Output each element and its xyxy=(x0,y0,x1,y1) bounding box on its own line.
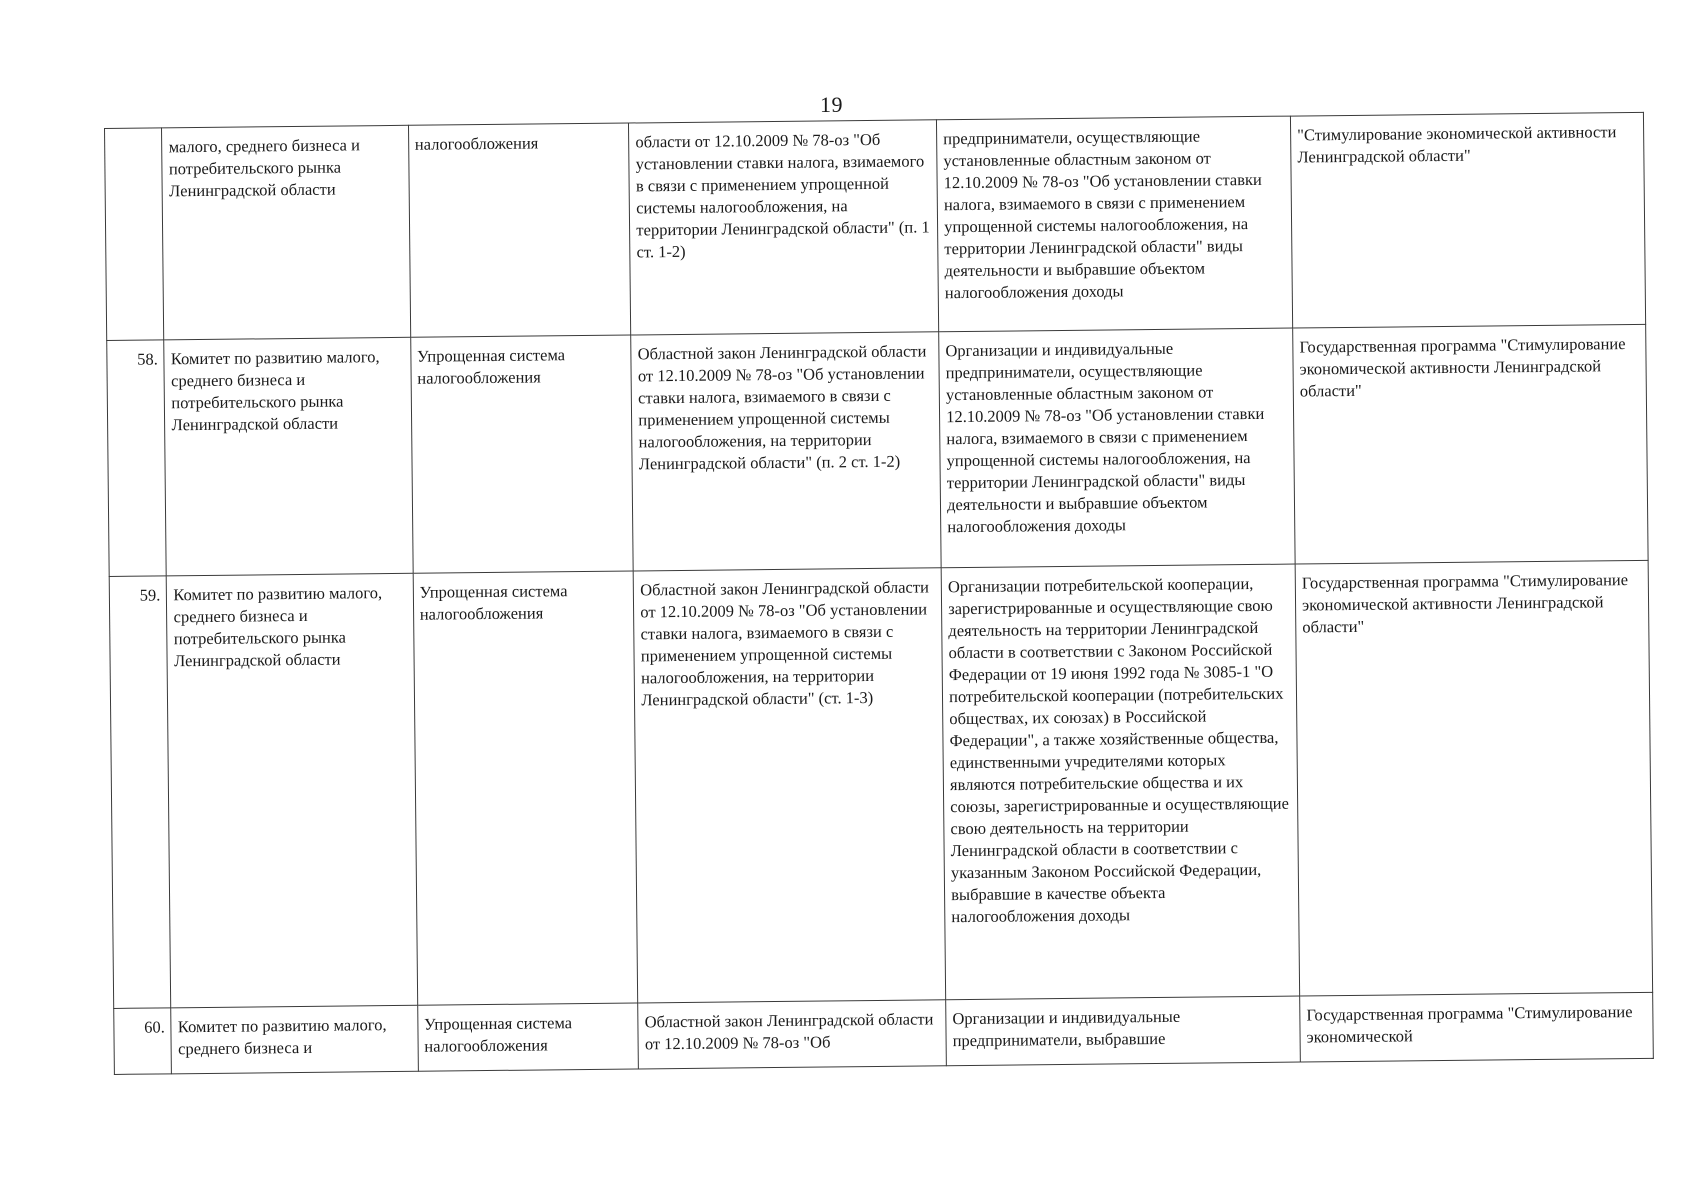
beneficiaries-cell: Организации и индивидуальные предприниматели, осуществляющие установленные областным законом от 12.10.2009 № 78-оз "Об установлении ставки налога, взимаемого в связи с применением упрощенной системы налогообложения, на территории Ленинградской области" виды деятельности и выбравшие объектом налогообложения доходы xyxy=(939,328,1295,568)
row-number: 60. xyxy=(114,1008,172,1075)
beneficiaries-cell: Организации и индивидуальные предприниматели, выбравшие xyxy=(946,996,1301,1066)
tax-type-cell: Упрощенная система налогообложения xyxy=(410,335,633,573)
tax-type-cell: Упрощенная система налогообложения xyxy=(417,1003,638,1071)
table-row-continued xyxy=(105,112,1646,340)
tax-type-cell: Упрощенная система налогообложения xyxy=(413,571,638,1005)
row-number: 58. xyxy=(107,340,167,577)
row-number xyxy=(105,128,165,341)
tax-expenditure-table xyxy=(104,112,1654,1075)
responsible-agency-cell: Комитет по развитию малого, среднего бизнеса и потребительского рынка Ленинградской области xyxy=(164,337,413,576)
state-program-cell: "Стимулирование экономической активности Ленинградской области" xyxy=(1290,112,1645,328)
table-row-59 xyxy=(109,560,1652,1008)
responsible-agency-cell: малого, среднего бизнеса и потребительского рынка Ленинградской области xyxy=(162,125,410,340)
state-program-cell: Государственная программа "Стимулирование экономической активности Ленинградской области" xyxy=(1295,560,1652,996)
responsible-agency-cell: Комитет по развитию малого, среднего бизнеса и xyxy=(171,1005,418,1074)
beneficiaries-cell: предприниматели, осуществляющие установленные областным законом от 12.10.2009 № 78-оз "Об установлении ставки налога, взимаемого в связи с применением упрощенной системы налогообложения, на территории Ленинградской области" виды деятельности и выбравшие объектом налогообложения доходы xyxy=(937,116,1293,332)
tax-type-cell: налогообложения xyxy=(408,123,631,337)
table-row-58 xyxy=(107,324,1648,576)
responsible-agency-cell: Комитет по развитию малого, среднего бизнеса и потребительского рынка Ленинградской области xyxy=(167,573,418,1008)
legal-act-cell: области от 12.10.2009 № 78-оз "Об установлении ставки налога, взимаемого в связи с применением упрощенной системы налогообложения, на территории Ленинградской области" (п. 1 ст. 1-2) xyxy=(629,120,939,335)
legal-act-cell: Областной закон Ленинградской области от 12.10.2009 № 78-оз "Об установлении ставки налога, взимаемого в связи с применением упрощенной системы налогообложения, на территории Ленинградской области" (п. 2 ст. 1-2) xyxy=(631,332,941,571)
row-number: 59. xyxy=(109,576,171,1009)
legal-act-cell: Областной закон Ленинградской области от 12.10.2009 № 78-оз "Об установлении ставки налога, взимаемого в связи с применением упрощенной системы налогообложения, на территории Ленинградской области" (ст. 1-3) xyxy=(633,568,945,1003)
page-number: 19 xyxy=(820,92,843,117)
legal-act-cell: Областной закон Ленинградской области от 12.10.2009 № 78-оз "Об xyxy=(638,1000,946,1069)
state-program-cell: Государственная программа "Стимулирование экономической xyxy=(1300,992,1654,1062)
beneficiaries-cell: Организации потребительской кооперации, зарегистрированные и осуществляющие свою деятельность на территории Ленинградской области в соответствии с Законом Российской Федерации от 19 июня 1992 года № 3085-1 "О потребительской кооперации (потребительских обществах, их союзах) в Российской Федерации", а также хозяйственные общества, единственными учредителями которых являются потребительские общества и их союзы, зарегистрированные и осуществляющие свою деятельность на территории Ленинградской области в соответствии с указанным Законом Российской Федерации, выбравшие в качестве объекта налогообложения доходы xyxy=(941,564,1299,1000)
state-program-cell: Государственная программа "Стимулирование экономической активности Ленинградской области" xyxy=(1293,324,1648,564)
